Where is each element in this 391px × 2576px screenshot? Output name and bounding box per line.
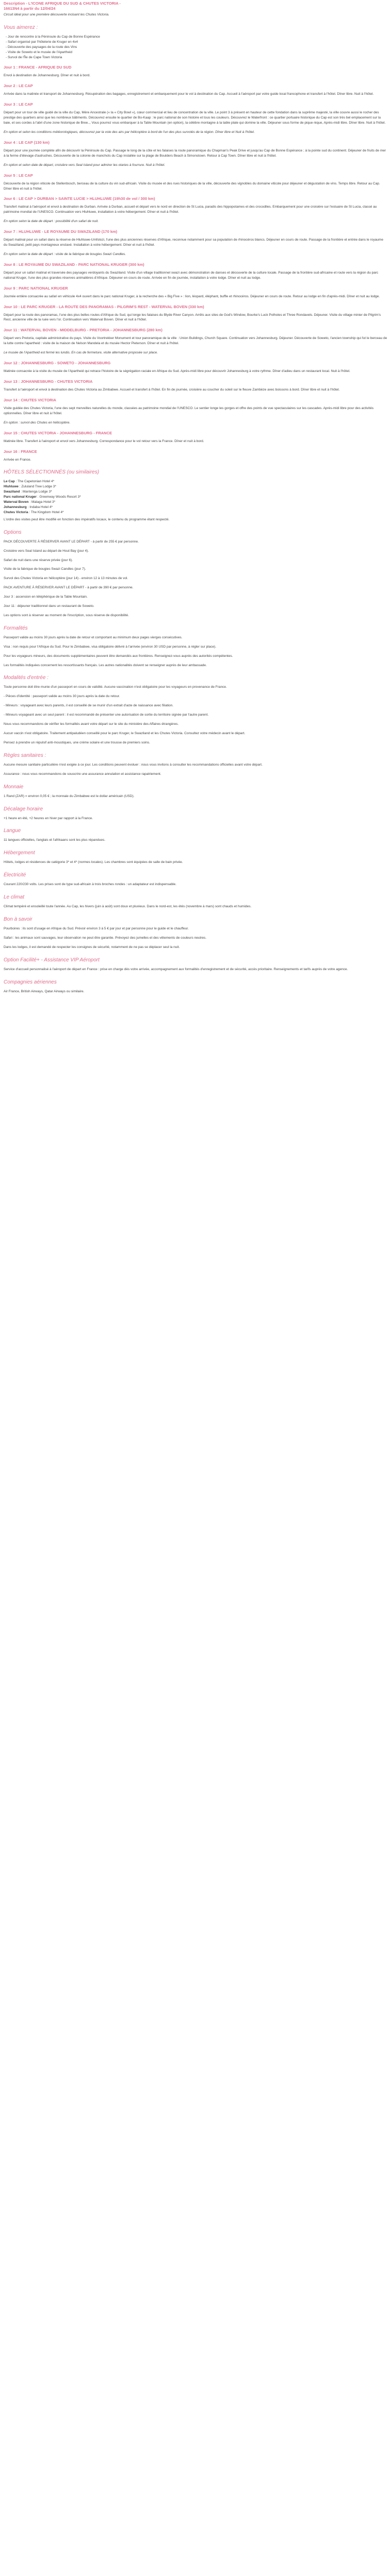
- day-text: Découverte de la région viticole de Stellenbosch, berceau de la culture du vin sud-africain. Visite du musée et des rues historiques de la ville, découverte des vignobles du domaine viticole pour déjeuner et dégustation de vins. Temps libre. Retour au Cap. Dîner libre et nuit à l'hôtel.: [4, 181, 380, 191]
- hotel-city: Waterval Boven: [4, 500, 29, 504]
- day-title: Jour 6 : LE CAP > DURBAN > SAINTE LUCIE > HLUHLUWE (19h30 de vol / 300 km): [4, 196, 155, 201]
- langue-heading: Langue: [4, 828, 21, 834]
- options-heading: Options: [4, 529, 22, 535]
- day-text: Journée entière consacrée au safari en véhicule 4x4 ouvert dans le parc national Kruger, à la recherche des « Big Five » : lion, léopard, éléphant, buffle et rhinocéros. Déjeuner en cours de route. Retour au lodge en fin d'après-midi. Dîner et nuit au lodge.: [4, 294, 380, 298]
- hotel-city: Hluhluwe: [4, 485, 19, 489]
- hotel-item: Chutes Victoria : The Kingdom Hotel 4*: [4, 510, 64, 514]
- climat-text: Climat tempéré et ensoleillé toute l'année. Au Cap, les hivers (juin à août) sont doux et pluvieux. Dans le nord-est, les étés (novembre à mars) sont chauds et humides.: [4, 905, 252, 909]
- monnaie-text: 1 Rand (ZAR) = environ 0,05 € ; la monnaie du Zimbabwe est le dollar américain (USD).: [4, 794, 135, 798]
- day-8: [4, 262, 387, 281]
- day-14: [4, 398, 387, 426]
- formalites-paragraph: Visa : non requis pour l'Afrique du Sud. Pour le Zimbabwe, visa obligatoire délivré à l'arrivée (environ 30 USD par personne, à régler sur place).: [4, 645, 217, 649]
- electricite-text: Courant 220/230 volts. Les prises sont de type sud-africain à trois broches rondes : un adaptateur est indispensable.: [4, 883, 176, 887]
- hotel-item: Hluhluwe : Zululand Tree Lodge 3*: [4, 485, 56, 489]
- day-title: Jour 10 : LE PARC KRUGER - LA ROUTE DES PANORAMAS - PILGRIM'S REST - WATERVAL BOVEN (330 km): [4, 304, 204, 309]
- bon-a-savoir-paragraph: Dans les lodges, il est demandé de respecter les consignes de sécurité, notamment de ne pas se déplacer seul la nuit.: [4, 945, 180, 949]
- hotels-heading: HÔTELS SÉLECTIONNÉS (ou similaires): [4, 469, 100, 476]
- hotel-item: Johannesburg : Indaba Hotel 4*: [4, 505, 53, 509]
- day-title: Jour 5 : LE CAP: [4, 173, 33, 178]
- hotel-city: Johannesburg: [4, 505, 27, 509]
- modalites-paragraph: Toute personne doit être munie d'un passeport en cours de validité. Aucune vaccination n'est obligatoire pour les voyageurs en provenance de France.: [4, 685, 227, 689]
- intro-text: Circuit idéal pour une première découverte incluant les Chutes Victoria.: [4, 13, 109, 16]
- day-title: Jour 14 : CHUTES VICTORIA: [4, 397, 56, 402]
- decalage-text: +1 heure en été, +2 heures en hiver par rapport à la France.: [4, 816, 93, 820]
- hotel-city: Chutes Victoria: [4, 510, 28, 514]
- title-line-1: Description - L'ICONE AFRIQUE DU SUD & CHUTES VICTORIA -: [4, 1, 121, 6]
- langue-text: 11 langues officielles, l'anglais et l'afrikaans sont les plus répandues.: [4, 838, 105, 842]
- formalites-paragraph: Les formalités indiquées concernent les ressortissants français. Les autres nationalités doivent se renseigner auprès de leur ambassade.: [4, 663, 207, 667]
- day-title: Jour 12 : JOHANNESBURG - SOWETO - JOHANNESBURG: [4, 361, 111, 366]
- options-extra: Les options sont à réserver au moment de l'inscription, sous réserve de disponibilité.: [4, 613, 129, 617]
- hebergement-text: Hôtels, lodges et résidences de catégorie 3* et 4* (normes locales). Les chambres sont équipées de salle de bain privée.: [4, 860, 183, 865]
- title-line-2: 16613N4 à partir du 12/04/24: [4, 6, 56, 11]
- hotel-name: The Kingdom Hotel 4*: [30, 510, 64, 514]
- hotel-item: Swaziland : Mantenga Lodge 3*: [4, 490, 52, 494]
- bon-a-savoir-heading: Bon à savoir: [4, 917, 32, 923]
- hotel-name: Zululand Tree Lodge 3*: [21, 485, 56, 489]
- list-item: - Safari organisé par l'hôtelerie de Kruger en 4x4: [6, 40, 78, 44]
- regles-heading: Règles sanitaires :: [4, 752, 46, 758]
- day-6: [4, 196, 387, 224]
- options-paragraph: PACK AVENTURE À RÉSERVER AVANT LE DÉPART - à partir de 390 € par personne.: [4, 586, 134, 590]
- day-text: Transfert à l'aéroport et envol à destination des Chutes Victoria au Zimbabwe. Accueil et transfert à l'hôtel. En fin de journée, croisière au coucher du soleil sur le fleuve Zambèze avec boissons à bord. Dîner libre et nuit à l'hôtel.: [4, 388, 340, 392]
- options-paragraph: Croisière vers Seal Island au départ de Hout Bay (jour 4).: [4, 549, 89, 553]
- day-extra: En option : survol des Chutes en hélicoptère.: [4, 420, 71, 425]
- day-5: [4, 173, 387, 192]
- modalites-paragraph: - Mineurs : voyageant avec leurs parents, il est conseillé de se munir d'un extrait d'acte de naissance avec filiation.: [4, 704, 174, 708]
- day-extra: Le musée de l'Apartheid est fermé les lundis. En cas de fermeture, visite alternative proposée sur place.: [4, 351, 158, 355]
- day-title: Jour 11 : WATERVAL BOVEN - MIDDELBURG - PRETORIA - JOHANNESBURG (280 km): [4, 328, 162, 333]
- day-extra: En option selon la date de départ : visite de la fabrique de bougies Swazi Candles.: [4, 252, 126, 256]
- day-text: Départ pour une journée complète afin de découvrir la Péninsule du Cap. Passage le long de la côte et les falaises la route panoramique du Chapman's Peak Drive et jusqu'au Cap de Bonne Espérance ; à la pointe sud du continent. Déjeuner de fruits de mer à la ferme d'élevage d'autruches. Découverte de la colonie de manchots du Cap installée sur la plage de Boulders Beach à Simonstown. Retour à Cap Town. Dîner libre et nuit à l'hôtel.: [4, 148, 386, 158]
- list-item: - Survol de l'Île de Cape Town Victoria: [6, 55, 62, 59]
- options-paragraph: PACK DÉCOUVERTE À RÉSERVER AVANT LE DÉPART - à partir de 255 € par personne.: [4, 539, 139, 544]
- hotel-name: Malaga Hotel 3*: [31, 500, 56, 504]
- sante-paragraph: Aucun vaccin n'est obligatoire. Traitement antipaludéen conseillé pour le parc Kruger, le Swaziland et les Chutes Victoria. Consultez votre médecin avant le départ.: [4, 732, 246, 735]
- list-item: - Découverte des paysages de la route des Vins: [6, 45, 77, 49]
- hebergement-heading: Hébergement: [4, 850, 35, 856]
- day-2: [4, 83, 387, 97]
- vous-aimerez-list: [4, 35, 387, 60]
- options-paragraph: Safari de nuit dans une réserve privée (jour 6).: [4, 558, 73, 562]
- hotel-item: Parc national Kruger : Greenway Woods Resort 3*: [4, 495, 81, 499]
- modalites-paragraph: Nous vous recommandons de vérifier les formalités avant votre départ sur le site du ministère des Affaires étrangères.: [4, 722, 179, 726]
- day-text: Matinée libre. Transfert à l'aéroport et envol vers Johannesburg. Correspondance pour le vol retour vers la France. Dîner et nuit à bord.: [4, 439, 204, 443]
- day-text: Transfert matinal à l'aéroport et envol à destination de Durban. Arrivée à Durban, accueil et départ vers le nord en direction de St Lucia, paradis des hippopotames et des crocodiles. Embarquement pour une croisière sur l'estuaire de St Lucia, classé au patrimoine mondial de l'UNESCO. Continuation vers Hluhluwe, installation à votre hébergement. Dîner et nuit à l'hôtel.: [4, 205, 377, 214]
- options-sub: Jour 11 : déjeuner traditionnel dans un restaurant de Soweto.: [4, 604, 94, 608]
- hotels-list: [4, 479, 387, 515]
- compagnies-heading: Compagnies aériennes: [4, 979, 57, 985]
- day-11: [4, 328, 387, 355]
- electricite-heading: Électricité: [4, 872, 26, 878]
- day-text: Visite guidée des Chutes Victoria, l'une des sept merveilles naturelles du monde, classées au patrimoine mondial de l'UNESCO. Le sentier longe les gorges et offre des points de vue spectaculaires sur les cascades. Après-midi libre pour des activités optionnelles. Dîner libre et nuit à l'hôtel.: [4, 406, 374, 415]
- day-title: Jour 1 : FRANCE - AFRIQUE DU SUD: [4, 65, 72, 70]
- day-9: [4, 286, 387, 299]
- assistance-heading: Option Facilité+ - Assistance VIP Aéroport: [4, 957, 100, 963]
- hotel-name: Indaba Hotel 4*: [29, 505, 53, 509]
- modalites-paragraph: - Mineurs voyageant avec un seul parent : il est recommandé de présenter une autorisation de sortie du territoire signée par l'autre parent.: [4, 713, 209, 717]
- hotel-item: Le Cap : The Capetonian Hotel 4*: [4, 480, 55, 484]
- monnaie-heading: Monnaie: [4, 784, 24, 790]
- bon-a-savoir-paragraph: Safari : les animaux sont sauvages, leur observation ne peut être garantie. Prévoyez des jumelles et des vêtements de couleurs neutres.: [4, 936, 207, 940]
- day-title: Jour 4 : LE CAP (130 km): [4, 140, 50, 145]
- regles-paragraph: Aucune mesure sanitaire particulière n'est exigée à ce jour. Les conditions peuvent évoluer : nous vous invitons à consulter les recommandations officielles avant votre départ.: [4, 762, 263, 767]
- vous-aimerez-heading: Vous aimerez :: [4, 24, 38, 30]
- day-title: Jour 8 : LE ROYAUME DU SWAZILAND - PARC NATIONAL KRUGER (300 km): [4, 262, 144, 267]
- day-text: Départ pour un safari matinal et traversée des paysages verdoyants du Swaziland. Visite d'un village traditionnel swazi avec démonstration de danses et découverte de la culture locale. Passage de la frontière sud-africaine et route vers la région du parc national Kruger, l'une des plus grandes réserves animalières d'Afrique. Déjeuner en cours de route. Arrivée en fin de journée, installation à votre lodge. Dîner et nuit au lodge.: [4, 270, 379, 280]
- hotel-city: Parc national Kruger: [4, 495, 37, 499]
- formalites-paragraph: Pour les voyageurs mineurs, des documents supplémentaires peuvent être demandés aux frontières. Renseignez-vous auprès des autorités compétentes.: [4, 654, 233, 658]
- formalites-paragraph: Passeport valide au moins 30 jours après la date de retour et comportant au minimum deux pages vierges consécutives.: [4, 635, 183, 639]
- day-text: Arrivée dans la matinée et transport de Johannesburg. Récupération des bagages, enregistrement et embarquement pour le vol à destination du Cap. Accueil à l'aéroport par votre guide local francophone et transfert à l'hôtel. Dîner libre. Nuit à l'hôtel.: [4, 92, 374, 96]
- hotel-city: Le Cap: [4, 480, 15, 484]
- hotels-note: L'ordre des visites peut être modifié en fonction des impératifs locaux, le contenu du programme étant respecté.: [4, 517, 170, 521]
- day-text: Matinée consacrée à la visite du musée de l'Apartheid qui retrace l'histoire de la ségrégation raciale en Afrique du Sud. Après-midi libre pour découvrir Johannesburg à votre rythme. Dîner d'adieu dans un restaurant local. Nuit à l'hôtel.: [4, 369, 350, 374]
- day-extra: En option selon la date de départ : possibilité d'un safari de nuit.: [4, 219, 99, 224]
- day-15: [4, 431, 387, 444]
- day-3: [4, 102, 387, 135]
- day-title: Jour 16 : FRANCE: [4, 449, 37, 454]
- hotel-city: Swaziland: [4, 490, 20, 494]
- day-13: [4, 379, 387, 393]
- day-title: Jour 2 : LE CAP: [4, 83, 33, 89]
- modalites-heading: Modalités d'entrée :: [4, 675, 48, 681]
- climat-heading: Le climat: [4, 894, 25, 901]
- day-text: Envol à destination de Johannesburg. Dîner et nuit à bord.: [4, 74, 91, 78]
- hotel-name: The Capetonian Hotel 4*: [17, 480, 55, 484]
- bon-a-savoir-paragraph: Pourboires : ils sont d'usage en Afrique du Sud. Prévoir environ 3 à 5 € par jour et par personne pour le guide et le chauffeur.: [4, 927, 189, 931]
- page: [0, 0, 391, 1005]
- day-7: [4, 229, 387, 257]
- day-1: [4, 65, 387, 78]
- day-title: Jour 15 : CHUTES VICTORIA - JOHANNESBURG - FRANCE: [4, 430, 112, 435]
- hotel-name: Mantenga Lodge 3*: [22, 490, 52, 494]
- decalage-heading: Décalage horaire: [4, 806, 43, 812]
- day-12: [4, 361, 387, 374]
- options-paragraph: Survol des Chutes Victoria en hélicoptère (jour 14) - environ 12 à 13 minutes de vol.: [4, 577, 128, 581]
- list-item: - Jour de rencontre à la Péninsule du Cap de Bonne Espérance: [6, 35, 100, 39]
- regles-paragraph: Assurance : nous vous recommandons de souscrire une assurance annulation et assistance rapatriement.: [4, 772, 161, 776]
- day-extra: En option et selon date de départ, croisière vers Seal Island pour admirer les otaries à fourrure. Nuit à l'hôtel.: [4, 163, 166, 167]
- day-16: [4, 449, 387, 463]
- hotel-name: Greenway Woods Resort 3*: [39, 495, 81, 499]
- day-title: Jour 9 : PARC NATIONAL KRUGER: [4, 285, 68, 291]
- day-title: Jour 7 : HLUHLUWE - LE ROYAUME DU SWAZILAND (170 km): [4, 229, 118, 234]
- compagnies-text: Air France, British Airways, Qatar Airways ou similaire.: [4, 989, 85, 993]
- assistance-text: Service d'accueil personnalisé à l'aéroport de départ en France : prise en charge dès votre arrivée, accompagnement aux formalités d'enregistrement et de sécurité, accès prioritaire. Renseignements et tarifs auprès de votre agence.: [4, 967, 348, 971]
- day-title: Jour 3 : LE CAP: [4, 102, 33, 107]
- day-extra: En option et selon les conditions météorologiques, découvrez par la voie des airs par hélicoptère à bord de l'un des plus survolés de la région. Dîner libre et Nuit à l'hôtel.: [4, 130, 255, 134]
- day-10: [4, 304, 387, 323]
- day-text: Départ vers Pretoria, capitale administrative du pays. Visite du Voortrekker Monument et tour panoramique de la ville : Union Buildings, Church Square. Continuation vers Johannesburg. Déjeuner. Découverte de Soweto, l'ancien township qui fut le berceau de la lutte contre l'apartheid : visite de la maison de Nelson Mandela et du musée Hector Pieterson. Dîner et nuit à l'hôtel.: [4, 336, 387, 346]
- day-text: Arrivée en France.: [4, 457, 31, 462]
- page-title: [4, 1, 387, 11]
- list-item: - Visite de Soweto et le musée de l'Apartheid: [6, 50, 73, 54]
- modalites-paragraph: - Pièces d'identité : passeport valide au moins 30 jours après la date du retour.: [4, 694, 120, 699]
- day-text: Départ pour un tour de ville guidé de la ville du Cap, Mère Ancestrale (« la « City Bowl »), cœur commercial et lieu de concentration de la ville. Le point 3 à présent en hauteur de cette fondation dans la suprême majesté, la ville couvre aussi le rocher des prestige des quartiers ainsi que les nombreux bâtiments. Découvrez ensuite le quartier de Bo-Kaap : le parc national de son histoire et tous les couleurs. Découvrez le Waterfront : ce quartier portuaire historique du Cap est son très bel emplacement sur la baie, et ses cordes à l'abri d'une zone historique de Bree.., Vous pourrez vous embarquer à la Table Mountain (en option), la célèbre montagne à la table plate qui domine la ville. Déjeuner sous forme de pique-nique, Après-midi libre. Dîner libre. Nuit à l'hôtel.: [4, 111, 386, 125]
- day-4: [4, 140, 387, 168]
- day-text: Départ matinal pour un safari dans la réserve de Hluhluwe-Umfolozi, l'une des plus anciennes réserves d'Afrique, reconnue notamment pour sa population de rhinocéros blancs. Déjeuner en cours de route. Passage de la frontière et entrée dans le royaume du Swaziland, petit pays montagneux enclavé. Installation à votre hébergement. Dîner et nuit à l'hôtel.: [4, 238, 383, 247]
- day-text: Départ pour la route des panoramas, l'une des plus belles routes d'Afrique du Sud, qui longe les falaises du Blyde River Canyon. Arrêts aux sites de God's Window, Bourke's Luck Potholes et Three Rondavels. Déjeuner. Visite du village minier de Pilgrim's Rest, ancienne ville de la ruée vers l'or. Continuation vers Waterval Boven. Dîner et nuit à l'hôtel.: [4, 313, 381, 322]
- hotel-item: Waterval Boven : Malaga Hotel 3*: [4, 500, 56, 504]
- options-sub: Jour 3 : ascension en téléphérique de la Table Mountain.: [4, 595, 88, 599]
- formalites-heading: Formalités: [4, 625, 28, 631]
- sante-paragraph: Pensez à prendre un répulsif anti-moustiques, une crème solaire et une trousse de premiers soins.: [4, 740, 150, 744]
- options-paragraph: Visite de la fabrique de bougies Swazi Candles (jour 7).: [4, 567, 86, 571]
- day-title: Jour 13 : JOHANNESBURG - CHUTES VICTORIA: [4, 379, 93, 384]
